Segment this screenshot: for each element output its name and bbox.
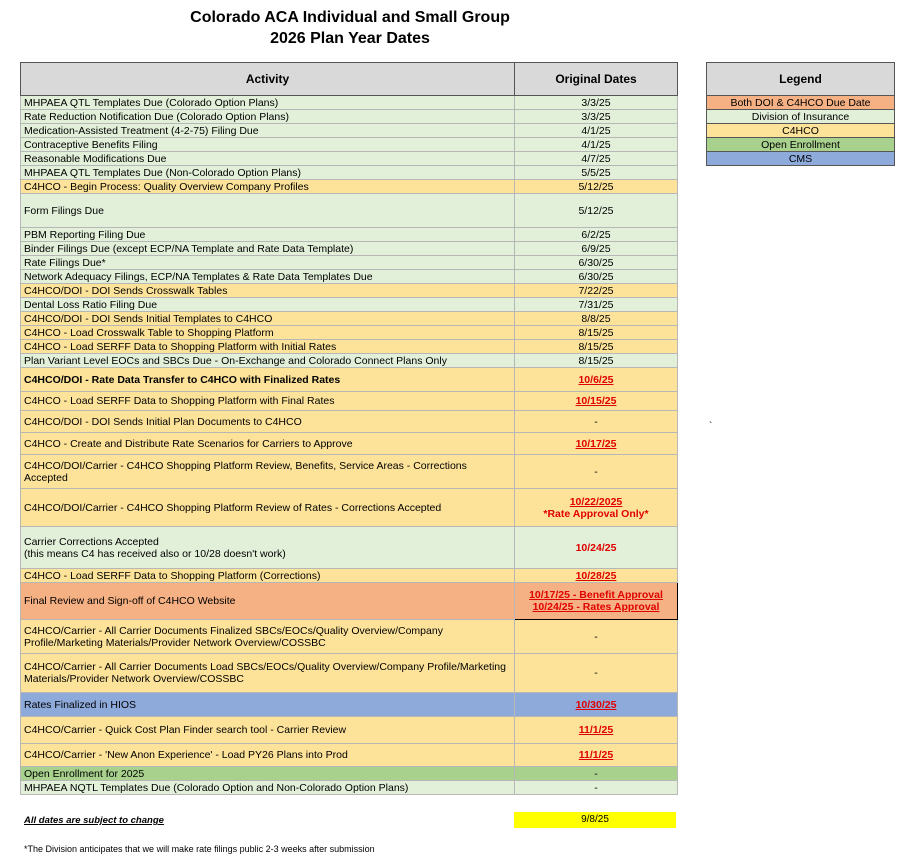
activity-cell: C4HCO/Carrier - All Carrier Documents Load SBCs/EOCs/Quality Overview/Company Profile/Marketing Materials/Provider Network Overview/COSSBC (21, 654, 515, 693)
activity-cell: C4HCO/Carrier - 'New Anon Experience' - Load PY26 Plans into Prod (21, 744, 515, 767)
table-row (21, 569, 678, 583)
activity-cell: C4HCO/Carrier - Quick Cost Plan Finder search tool - Carrier Review (21, 717, 515, 744)
date-cell: 8/15/25 (515, 340, 678, 354)
date-cell: 4/1/25 (515, 124, 678, 138)
table-row (21, 138, 678, 152)
legend-item-doi: Division of Insurance (707, 110, 895, 124)
page-title-line1: Colorado ACA Individual and Small Group (190, 9, 510, 26)
date-cell: 11/1/25 (515, 744, 678, 767)
activity-cell: MHPAEA QTL Templates Due (Non-Colorado Option Plans) (21, 166, 515, 180)
table-row (21, 744, 678, 767)
table-row (21, 368, 678, 392)
table-row (21, 583, 678, 620)
date-cell: 10/30/25 (515, 693, 678, 717)
activity-cell: Final Review and Sign-off of C4HCO Website (21, 583, 515, 620)
legend-item-cms: CMS (707, 152, 895, 166)
table-row (21, 340, 678, 354)
activity-cell: PBM Reporting Filing Due (21, 228, 515, 242)
date-cell: 4/7/25 (515, 152, 678, 166)
date-cell: 4/1/25 (515, 138, 678, 152)
date-cell: 10/28/25 (515, 569, 678, 583)
date-cell: 5/5/25 (515, 166, 678, 180)
date-cell: 10/24/25 (515, 527, 678, 569)
activity-cell: Contraceptive Benefits Filing (21, 138, 515, 152)
activity-cell: C4HCO/DOI - DOI Sends Initial Templates to C4HCO (21, 312, 515, 326)
table-row (21, 284, 678, 298)
activity-cell: Rates Finalized in HIOS (21, 693, 515, 717)
activity-cell: Rate Filings Due* (21, 256, 515, 270)
table-row (21, 326, 678, 340)
date-cell: 6/30/25 (515, 270, 678, 284)
activity-cell: C4HCO - Begin Process: Quality Overview Company Profiles (21, 180, 515, 194)
date-cell: 6/2/25 (515, 228, 678, 242)
revision-date: 9/8/25 (514, 812, 676, 828)
table-row (21, 527, 678, 569)
activity-line-1: Carrier Corrections Accepted (24, 535, 159, 548)
activity-cell: C4HCO - Create and Distribute Rate Scenarios for Carriers to Approve (21, 433, 515, 455)
table-row (21, 489, 678, 527)
table-row (21, 717, 678, 744)
activity-cell: C4HCO/DOI/Carrier - C4HCO Shopping Platform Review of Rates - Corrections Accepted (21, 489, 515, 527)
table-header-row (21, 63, 678, 96)
table-row (21, 298, 678, 312)
activity-cell: Medication-Assisted Treatment (4-2-75) Filing Due (21, 124, 515, 138)
activity-cell: C4HCO/DOI - DOI Sends Crosswalk Tables (21, 284, 515, 298)
table-row (21, 620, 678, 654)
date-cell: - (515, 455, 678, 489)
activity-cell: C4HCO/Carrier - All Carrier Documents Finalized SBCs/EOCs/Quality Overview/Company Profile/Marketing Materials/Provider Network Overview/COSSBC (21, 620, 515, 654)
activity-cell: C4HCO/DOI - DOI Sends Initial Plan Documents to C4HCO (21, 411, 515, 433)
date-cell: 8/8/25 (515, 312, 678, 326)
table-row (21, 411, 678, 433)
date-cell: 11/1/25 (515, 717, 678, 744)
table-row (21, 194, 678, 228)
table-row (21, 767, 678, 781)
activity-cell: Binder Filings Due (except ECP/NA Template and Rate Data Template) (21, 242, 515, 256)
date-cell: - (515, 654, 678, 693)
date-cell (515, 489, 678, 527)
table-row (21, 781, 678, 795)
date-cell: 8/15/25 (515, 326, 678, 340)
date-cell: 5/12/25 (515, 180, 678, 194)
dates-column-header: Original Dates (515, 63, 678, 96)
table-row (21, 110, 678, 124)
activity-line-2: (this means C4 has received also or 10/28 doesn't work) (24, 547, 286, 560)
activity-cell: C4HCO - Load Crosswalk Table to Shopping Platform (21, 326, 515, 340)
activity-cell: C4HCO/DOI/Carrier - C4HCO Shopping Platform Review, Benefits, Service Areas - Corrections Accepted (21, 455, 515, 489)
dates-subject-to-change-note: All dates are subject to change (24, 815, 164, 826)
activity-cell: C4HCO/DOI - Rate Data Transfer to C4HCO with Finalized Rates (21, 368, 515, 392)
table-row (21, 96, 678, 110)
table-row (21, 228, 678, 242)
date-cell: 10/6/25 (515, 368, 678, 392)
table-row (21, 256, 678, 270)
page-title-line2: 2026 Plan Year Dates (270, 30, 430, 47)
activity-cell: Network Adequacy Filings, ECP/NA Templates & Rate Data Templates Due (21, 270, 515, 284)
activity-column-header: Activity (21, 63, 515, 96)
legend-item-c4hco: C4HCO (707, 124, 895, 138)
table-row (21, 270, 678, 284)
plan-dates-table (20, 62, 678, 795)
activity-cell: Form Filings Due (21, 194, 515, 228)
date-cell: 8/15/25 (515, 354, 678, 368)
table-row (21, 455, 678, 489)
table-row (21, 654, 678, 693)
table-row (21, 152, 678, 166)
date-cell (515, 583, 678, 620)
date-cell: - (515, 411, 678, 433)
date-line-2: 10/24/25 - Rates Approval (532, 601, 660, 613)
legend-item-both: Both DOI & C4HCO Due Date (707, 96, 895, 110)
table-row (21, 693, 678, 717)
date-cell: 5/12/25 (515, 194, 678, 228)
activity-cell: MHPAEA NQTL Templates Due (Colorado Option and Non-Colorado Option Plans) (21, 781, 515, 795)
table-row (21, 180, 678, 194)
activity-cell: Open Enrollment for 2025 (21, 767, 515, 781)
stray-mark: ` (709, 421, 713, 432)
date-cell: 3/3/25 (515, 96, 678, 110)
legend-table (706, 62, 895, 166)
date-cell: 3/3/25 (515, 110, 678, 124)
activity-cell: C4HCO - Load SERFF Data to Shopping Platform (Corrections) (21, 569, 515, 583)
legend-header: Legend (707, 63, 895, 96)
activity-cell: MHPAEA QTL Templates Due (Colorado Option Plans) (21, 96, 515, 110)
activity-cell: C4HCO - Load SERFF Data to Shopping Platform with Initial Rates (21, 340, 515, 354)
table-row (21, 312, 678, 326)
table-row (21, 433, 678, 455)
table-row (21, 242, 678, 256)
date-cell: - (515, 767, 678, 781)
date-cell: - (515, 781, 678, 795)
table-row (21, 354, 678, 368)
date-line-1: 10/17/25 - Benefit Approval (529, 589, 663, 601)
activity-cell: Plan Variant Level EOCs and SBCs Due - On-Exchange and Colorado Connect Plans Only (21, 354, 515, 368)
date-line-2: *Rate Approval Only* (543, 507, 649, 520)
table-row (21, 392, 678, 411)
activity-cell: Reasonable Modifications Due (21, 152, 515, 166)
date-cell: 6/9/25 (515, 242, 678, 256)
table-row (21, 166, 678, 180)
table-row (21, 124, 678, 138)
rate-filings-footnote: *The Division anticipates that we will make rate filings public 2-3 weeks after submission (24, 844, 375, 854)
activity-cell: Dental Loss Ratio Filing Due (21, 298, 515, 312)
date-cell: - (515, 620, 678, 654)
activity-cell (21, 527, 515, 569)
date-line-1: 10/22/2025 (569, 495, 623, 508)
date-cell: 7/31/25 (515, 298, 678, 312)
date-cell: 10/15/25 (515, 392, 678, 411)
date-cell: 7/22/25 (515, 284, 678, 298)
date-cell: 10/17/25 (515, 433, 678, 455)
activity-cell: Rate Reduction Notification Due (Colorado Option Plans) (21, 110, 515, 124)
legend-item-open-enrollment: Open Enrollment (707, 138, 895, 152)
activity-cell: C4HCO - Load SERFF Data to Shopping Platform with Final Rates (21, 392, 515, 411)
date-cell: 6/30/25 (515, 256, 678, 270)
